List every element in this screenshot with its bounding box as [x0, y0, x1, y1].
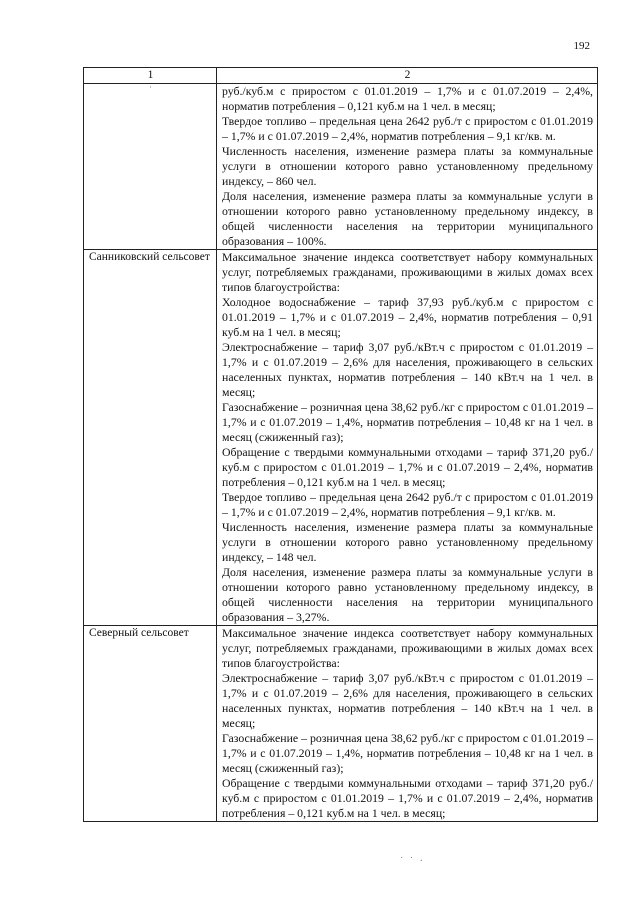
- paragraph: Доля населения, изменение размера платы за коммунальные услуги в отношении которого равно установленному предельному индексу, в общей численности населения на территории муниципального образования – 100%.: [222, 189, 593, 248]
- paragraph: руб./куб.м с приростом с 01.01.2019 – 1,7% и с 01.07.2019 – 2,4%, норматив потребления – 0,121 куб.м на 1 чел. в месяц;: [222, 84, 593, 113]
- paragraph: Обращение с твердыми коммунальными отходами – тариф 371,20 руб./куб.м с приростом с 01.01.2019 – 1,7% и с 01.07.2019 – 2,4%, норматив потребления – 0,121 куб.м на 1 чел. в месяц;: [222, 445, 593, 489]
- paragraph: Холодное водоснабжение – тариф 37,93 руб./куб.м с приростом с 01.01.2019 – 1,7% и с 01.07.2019 – 2,4%, норматив потребления – 0,91 куб.м на 1 чел. в месяц;: [222, 295, 593, 339]
- paragraph: Твердое топливо – предельная цена 2642 руб./т с приростом с 01.01.2019 – 1,7% и с 01.07.2019 – 2,4%, норматив потребления – 9,1 кг/кв. м.: [222, 490, 593, 519]
- paragraph: Газоснабжение – розничная цена 38,62 руб./кг с приростом с 01.01.2019 – 1,7% и с 01.07.2019 – 1,4%, норматив потребления – 10,48 кг на 1 чел. в месяц (сжиженный газ);: [222, 400, 593, 444]
- column-header-2: 2: [217, 68, 598, 84]
- tariff-table: [83, 67, 598, 822]
- scan-artifact: ˙ ˙ ·: [400, 856, 425, 867]
- paragraph: Газоснабжение – розничная цена 38,62 руб./кг с приростом с 01.01.2019 – 1,7% и с 01.07.2019 – 1,4%, норматив потребления – 10,48 кг на 1 чел. в месяц (сжиженный газ);: [222, 731, 593, 775]
- paragraph: Доля населения, изменение размера платы за коммунальные услуги в отношении которого равно установленному предельному индексу, в общей численности населения на территории муниципального образования – 3,27%.: [222, 565, 593, 624]
- description-cell: [217, 626, 598, 822]
- table-row: [84, 250, 598, 626]
- paragraph: Численность населения, изменение размера платы за коммунальные услуги в отношении которого равно установленному предельному индексу, – 860 чел.: [222, 144, 593, 188]
- paragraph: Максимальное значение индекса соответствует набору коммунальных услуг, потребляемых гражданами, проживающими в жилых домах всех типов благоустройства:: [222, 250, 593, 294]
- paragraph: Электроснабжение – тариф 3,07 руб./кВт.ч с приростом с 01.01.2019 – 1,7% и с 01.07.2019 – 2,6% для населения, проживающего в сельских населенных пунктах, норматив потребления – 140 кВт.ч на 1 чел. в месяц;: [222, 340, 593, 399]
- paragraph: Твердое топливо – предельная цена 2642 руб./т с приростом с 01.01.2019 – 1,7% и с 01.07.2019 – 2,4%, норматив потребления – 9,1 кг/кв. м.: [222, 114, 593, 143]
- paragraph: Обращение с твердыми коммунальными отходами – тариф 371,20 руб./куб.м с приростом с 01.01.2019 – 1,7% и с 01.07.2019 – 2,4%, норматив потребления – 0,121 куб.м на 1 чел. в месяц;: [222, 776, 593, 820]
- paragraph: Максимальное значение индекса соответствует набору коммунальных услуг, потребляемых гражданами, проживающими в жилых домах всех типов благоустройства:: [222, 626, 593, 670]
- municipality-cell: Северный сельсовет: [84, 626, 217, 822]
- table-row: [84, 84, 598, 250]
- page-number: 192: [573, 40, 590, 52]
- table-header-row: [84, 68, 598, 84]
- paragraph: Численность населения, изменение размера платы за коммунальные услуги в отношении которого равно установленному предельному индексу, – 148 чел.: [222, 520, 593, 564]
- paragraph: Электроснабжение – тариф 3,07 руб./кВт.ч с приростом с 01.01.2019 – 1,7% и с 01.07.2019 – 2,6% для населения, проживающего в сельских населенных пунктах, норматив потребления – 140 кВт.ч на 1 чел. в месяц;: [222, 671, 593, 730]
- tick-mark: ·: [149, 83, 152, 92]
- table-row: [84, 626, 598, 822]
- municipality-cell: [84, 84, 217, 250]
- description-cell: [217, 84, 598, 250]
- description-cell: [217, 250, 598, 626]
- column-header-1: 1: [84, 68, 217, 84]
- municipality-cell: Санниковский сельсовет: [84, 250, 217, 626]
